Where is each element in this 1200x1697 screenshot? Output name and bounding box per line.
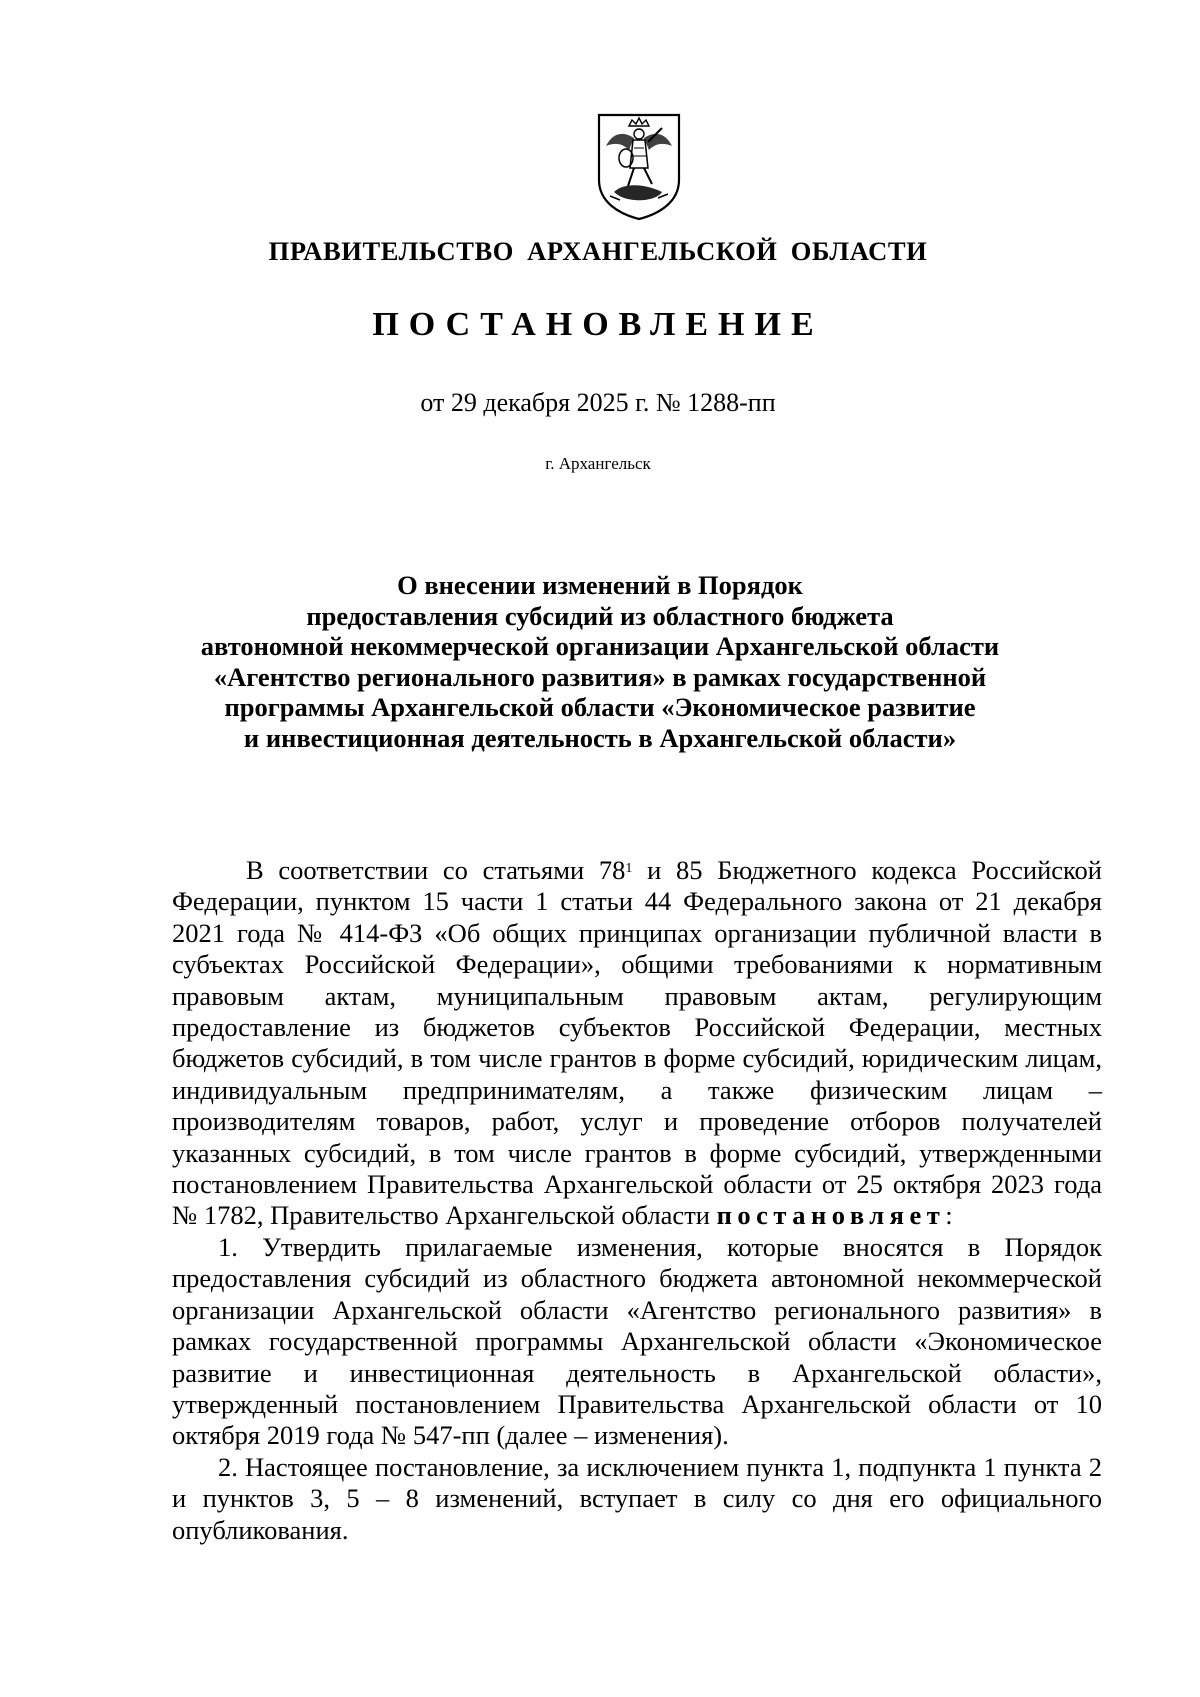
preamble-paragraph [172, 855, 1102, 1232]
preamble-colon: : [945, 1200, 953, 1231]
preamble-text-start: В соответствии со статьями 78 [246, 855, 626, 885]
subject-line: программы Архангельской области «Экономическое развитие [224, 692, 976, 722]
subject-line: и инвестиционная деятельность в Архангельской области» [243, 722, 957, 753]
subject-line: О внесении изменений в Порядок [397, 570, 803, 600]
decree-date-number: от 29 декабря 2025 г. № 1288-пп [420, 388, 776, 417]
clause-2-paragraph: 2. Настоящее постановление, за исключением пункта 1, подпункта 1 пункта 2 и пунктов 3, 5 – 8 изменений, вступает в силу со дня его официального опубликования. [172, 1451, 1102, 1545]
subject-line: автономной некоммерческой организации Архангельской области [200, 631, 1000, 661]
document-type-heading: ПОСТАНОВЛЕНИЕ [372, 306, 824, 343]
city-name: г. Архангельск [545, 454, 651, 473]
preamble-text: и 85 Бюджетного кодекса Российской Федерации, пунктом 15 части 1 статьи 44 Федерального закона от 21 декабря 2021 года № 414-ФЗ «Об общих принципах организации публичной власти в субъектах Российской Федерации», общими требованиями к нормативным правовым актам, муниципальным правовым актам, регулирующим предоставление из бюджетов субъектов Российской Федерации, местных бюджетов субсидий, в том числе грантов в форме субсидий, юридическим лицам, индивидуальным предпринимателям, а также физическим лицам – производителям товаров, работ, услуг и проведение отборов получателей указанных субсидий, в том числе грантов в форме субсидий, утвержденными постановлением Правительства Архангельской области от 25 октября 2023 года № 1782, Правительство Архангельской области [172, 855, 1102, 1231]
decree-body [172, 855, 1102, 1546]
decree-subject [120, 570, 1080, 753]
clause-1-paragraph: 1. Утвердить прилагаемые изменения, которые вносятся в Порядок предоставления субсидий из областного бюджета автономной некоммерческой организации Архангельской области «Агентство регионального развития» в рамках государственной программы Архангельской области «Экономическое развитие и инвестиционная деятельность в Архангельской области», утвержденный постановлением Правительства Архангельской области от 10 октября 2019 года № 547-пп (далее – изменения). [172, 1231, 1102, 1451]
subject-line: предоставления субсидий из областного бюджета [306, 600, 894, 631]
coat-of-arms-icon [596, 112, 682, 222]
article-superscript: 1 [625, 861, 633, 876]
organization-title: ПРАВИТЕЛЬСТВО АРХАНГЕЛЬСКОЙ ОБЛАСТИ [268, 236, 928, 266]
resolves-keyword: постановляет [716, 1200, 946, 1231]
subject-line: «Агентство регионального развития» в рамках государственной [213, 661, 987, 692]
